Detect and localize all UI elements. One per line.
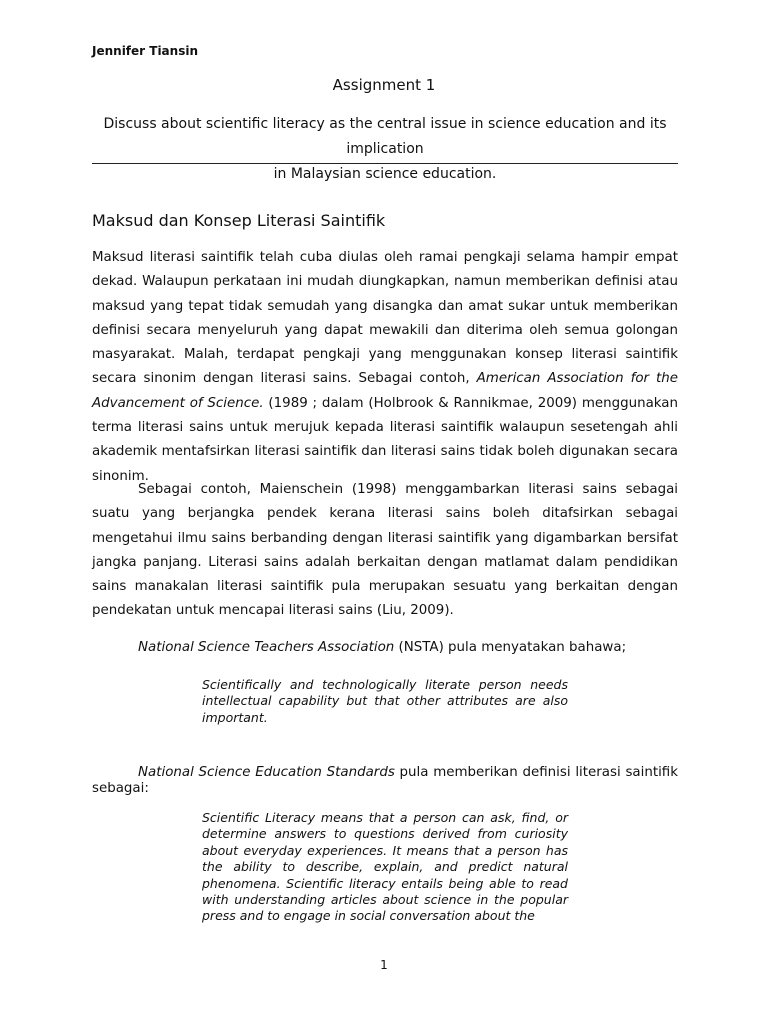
nses-quote: Scientific Literacy means that a person can ask, find, or determine answers to questions derived from curiosity about everyday experiences. It means that a person has the ability to describe, explain, and predict natural phenomena. Scientific literacy entails being able to read with understanding articles about science in the popular press and to engage in social conversation about the xyxy=(202,810,568,924)
paragraph-1 xyxy=(92,246,678,489)
nsta-org-name: National Science Teachers Association xyxy=(138,640,395,655)
author-name: Jennifer Tiansin xyxy=(92,44,198,58)
question-line-2: in Malaysian science education. xyxy=(273,166,497,182)
nsta-intro-text: (NSTA) pula menyatakan bahawa; xyxy=(394,640,627,655)
nsta-intro xyxy=(138,636,626,660)
nses-org-name: National Science Education Standards xyxy=(138,765,395,780)
header-divider xyxy=(92,163,678,164)
question-line-1: Discuss about scientific literacy as the central issue in science education and its implication xyxy=(103,116,667,157)
page-number: 1 xyxy=(380,958,388,972)
section-heading: Maksud dan Konsep Literasi Saintifik xyxy=(92,211,386,230)
nsta-quote: Scientifically and technologically literate person needs intellectual capability but that other attributes are also important. xyxy=(202,677,568,725)
assignment-title: Assignment 1 xyxy=(332,76,436,94)
paragraph-1-italic-org: American Association for the Advancement of Science. xyxy=(92,371,678,411)
paragraph-2: Sebagai contoh, Maienschein (1998) menggambarkan literasi sains sebagai suatu yang berjangka pendek kerana literasi sains boleh ditafsirkan sebagai mengetahui ilmu sains berbanding dengan literasi saintifik yang digambarkan bersifat jangka panjang. Literasi sains adalah berkaitan dengan matlamat dalam pendidikan sains manakalan literasi saintifik pula merupakan sesuatu yang berkaitan dengan pendekatan untuk mencapai literasi sains (Liu, 2009). xyxy=(92,482,678,619)
nses-intro-text: pula memberikan definisi literasi saintifik sebagai: xyxy=(92,765,678,796)
paragraph-1-text-after: (1989 ; dalam (Holbrook & Rannikmae, 2009) menggunakan terma literasi sains untuk merujuk kepada literasi saintifik walaupun sesetengah ahli akademik mentafsirkan literasi saintifik dan literasi sains tidak boleh digunakan secara sinonim. xyxy=(92,395,678,484)
paragraph-1-text-before: Maksud literasi saintifik telah cuba diulas oleh ramai pengkaji selama hampir empat dekad. Walaupun perkataan ini mudah diungkapkan, namun memberikan definisi atau maksud yang tepat tidak semudah yang disangka dan amat sukar untuk memberikan definisi secara menyeluruh yang dapat mewakili dan diterima oleh semua golongan masyarakat. Malah, terdapat pengkaji yang menggunakan konsep literasi saintifik secara sinonim dengan literasi sains. Sebagai contoh, xyxy=(92,250,678,387)
assignment-question xyxy=(92,112,678,187)
nses-intro xyxy=(92,765,678,797)
